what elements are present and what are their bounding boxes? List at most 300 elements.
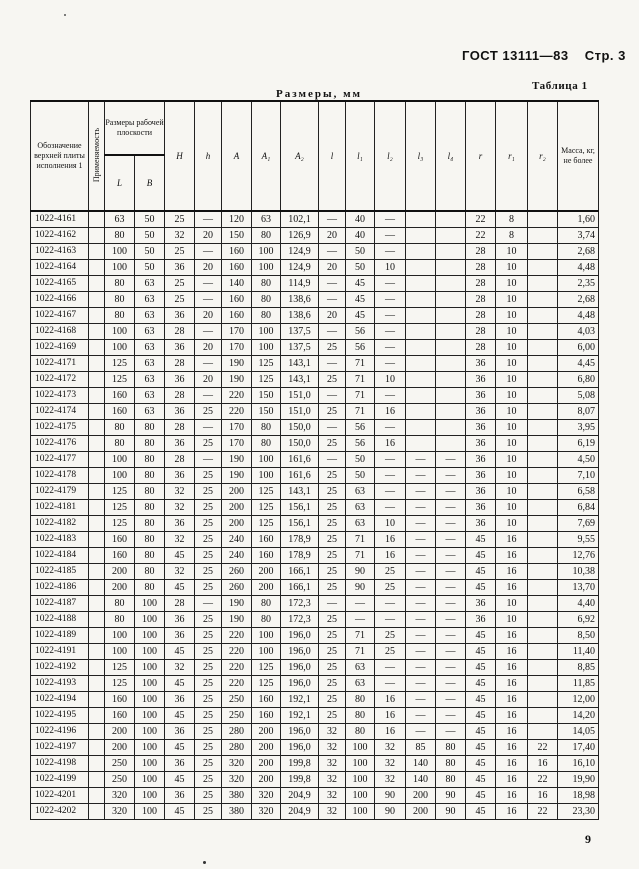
cell-H: 45 [165,708,195,724]
cell-A2: 204,9 [281,788,319,804]
page-label: Стр. 3 [584,48,626,63]
cell-l2: — [375,468,406,484]
cell-applicability [89,468,105,484]
cell-applicability [89,500,105,516]
cell-l: 25 [319,692,346,708]
speck [203,861,206,864]
cell-r1: 16 [496,532,528,548]
cell-L: 320 [105,804,135,820]
cell-r: 36 [466,516,496,532]
cell-A1: 150 [252,404,281,420]
cell-h: 25 [195,612,222,628]
cell-r: 28 [466,276,496,292]
cell-applicability [89,308,105,324]
cell-H: 36 [165,612,195,628]
cell-h: 25 [195,484,222,500]
col-l2: l₂ [375,101,406,211]
cell-l1: 40 [346,228,375,244]
table-row [31,804,599,820]
cell-l3: — [406,580,436,596]
cell-A: 250 [222,708,252,724]
table-body [31,211,599,820]
table-row [31,628,599,644]
cell-B: 100 [135,612,165,628]
cell-A2: 102,1 [281,211,319,228]
cell-applicability [89,644,105,660]
cell-l2: — [375,484,406,500]
cell-l2: — [375,596,406,612]
cell-h: — [195,244,222,260]
cell-designation: 1022-4198 [31,756,89,772]
cell-r2: 22 [528,772,558,788]
cell-L: 125 [105,500,135,516]
cell-designation: 1022-4189 [31,628,89,644]
cell-l1: 63 [346,676,375,692]
cell-l4 [436,211,466,228]
cell-A1: 80 [252,596,281,612]
cell-h: — [195,324,222,340]
cell-mass: 3,74 [558,228,599,244]
cell-applicability [89,564,105,580]
cell-designation: 1022-4162 [31,228,89,244]
cell-r1: 10 [496,420,528,436]
cell-r: 45 [466,548,496,564]
cell-H: 45 [165,644,195,660]
cell-A: 160 [222,308,252,324]
table-row [31,660,599,676]
cell-l3: — [406,564,436,580]
cell-designation: 1022-4182 [31,516,89,532]
cell-B: 80 [135,420,165,436]
cell-l4: — [436,484,466,500]
cell-h: 25 [195,468,222,484]
cell-l3 [406,420,436,436]
cell-l1: — [346,612,375,628]
cell-r1: 16 [496,676,528,692]
cell-l3: — [406,692,436,708]
cell-l: 25 [319,340,346,356]
cell-H: 36 [165,468,195,484]
cell-H: 45 [165,580,195,596]
cell-A2: 196,0 [281,660,319,676]
cell-l: — [319,324,346,340]
cell-r1: 16 [496,580,528,596]
cell-A1: 320 [252,788,281,804]
cell-designation: 1022-4161 [31,211,89,228]
cell-l4: — [436,468,466,484]
cell-r2 [528,436,558,452]
table-row [31,692,599,708]
cell-applicability [89,452,105,468]
cell-r2 [528,628,558,644]
cell-l: 25 [319,484,346,500]
cell-applicability [89,356,105,372]
cell-l2: 90 [375,788,406,804]
cell-l3: — [406,644,436,660]
cell-mass: 4,48 [558,260,599,276]
cell-B: 100 [135,724,165,740]
cell-A1: 125 [252,356,281,372]
cell-l1: 80 [346,724,375,740]
cell-h: — [195,276,222,292]
cell-l: 20 [319,260,346,276]
cell-r: 45 [466,724,496,740]
cell-l1: 71 [346,372,375,388]
cell-l2: 16 [375,708,406,724]
cell-l2: 32 [375,756,406,772]
cell-r: 36 [466,372,496,388]
cell-l: 25 [319,548,346,564]
table-row [31,308,599,324]
cell-l1: 71 [346,532,375,548]
cell-l1: 100 [346,772,375,788]
cell-L: 160 [105,388,135,404]
cell-l4: — [436,532,466,548]
cell-A1: 80 [252,228,281,244]
table-row [31,244,599,260]
cell-A1: 100 [252,468,281,484]
cell-l3: — [406,612,436,628]
cell-mass: 18,98 [558,788,599,804]
cell-l: 25 [319,372,346,388]
cell-applicability [89,404,105,420]
cell-mass: 14,20 [558,708,599,724]
cell-l2: 16 [375,436,406,452]
cell-r1: 10 [496,356,528,372]
cell-A2: 150,0 [281,436,319,452]
cell-r1: 16 [496,660,528,676]
cell-A2: 199,8 [281,756,319,772]
cell-mass: 6,80 [558,372,599,388]
cell-h: 25 [195,628,222,644]
cell-B: 100 [135,660,165,676]
cell-A2: 156,1 [281,516,319,532]
table-row [31,211,599,228]
col-designation: Обозначение верхней плиты исполнения 1 [31,101,89,211]
cell-B: 100 [135,740,165,756]
cell-A2: 143,1 [281,372,319,388]
cell-r: 45 [466,580,496,596]
cell-B: 63 [135,388,165,404]
cell-L: 80 [105,596,135,612]
cell-r: 36 [466,484,496,500]
cell-l: — [319,292,346,308]
cell-r2 [528,724,558,740]
cell-r2 [528,468,558,484]
cell-l3 [406,276,436,292]
cell-L: 80 [105,436,135,452]
table-title: Таблица 1 [532,80,588,92]
cell-L: 125 [105,372,135,388]
cell-H: 25 [165,292,195,308]
cell-r1: 10 [496,324,528,340]
cell-l3: — [406,724,436,740]
cell-r1: 10 [496,452,528,468]
cell-l3: — [406,468,436,484]
cell-r: 36 [466,612,496,628]
cell-A2: 114,9 [281,276,319,292]
table-row [31,564,599,580]
cell-L: 160 [105,404,135,420]
cell-A1: 200 [252,564,281,580]
cell-H: 28 [165,452,195,468]
cell-l: 32 [319,740,346,756]
cell-A2: 126,9 [281,228,319,244]
cell-A: 190 [222,372,252,388]
cell-H: 36 [165,724,195,740]
cell-A1: 160 [252,532,281,548]
cell-A1: 63 [252,211,281,228]
cell-H: 36 [165,372,195,388]
cell-l3: — [406,676,436,692]
cell-l: 20 [319,228,346,244]
cell-L: 125 [105,676,135,692]
cell-l2: 25 [375,644,406,660]
cell-h: 25 [195,644,222,660]
cell-H: 45 [165,740,195,756]
cell-A: 160 [222,244,252,260]
cell-l1: 50 [346,244,375,260]
cell-A: 190 [222,596,252,612]
cell-l1: 80 [346,692,375,708]
cell-h: 25 [195,804,222,820]
cell-designation: 1022-4171 [31,356,89,372]
cell-mass: 7,69 [558,516,599,532]
cell-r: 45 [466,756,496,772]
cell-A2: 172,3 [281,596,319,612]
cell-designation: 1022-4178 [31,468,89,484]
table-row [31,724,599,740]
dimensions-caption: Размеры, мм [276,88,363,100]
cell-l4: — [436,548,466,564]
col-L: L [105,155,135,211]
cell-l3 [406,356,436,372]
cell-l2: 10 [375,260,406,276]
cell-l: — [319,276,346,292]
table-row [31,452,599,468]
cell-H: 36 [165,788,195,804]
table-row [31,276,599,292]
cell-designation: 1022-4179 [31,484,89,500]
cell-r: 45 [466,532,496,548]
cell-B: 63 [135,276,165,292]
cell-A1: 100 [252,452,281,468]
cell-A2: 192,1 [281,692,319,708]
cell-A1: 80 [252,420,281,436]
cell-r1: 10 [496,596,528,612]
cell-L: 100 [105,324,135,340]
cell-A: 220 [222,404,252,420]
cell-l3 [406,436,436,452]
cell-mass: 4,40 [558,596,599,612]
cell-H: 45 [165,772,195,788]
cell-l4: — [436,644,466,660]
cell-A2: 137,5 [281,324,319,340]
cell-H: 36 [165,260,195,276]
cell-mass: 12,76 [558,548,599,564]
cell-mass: 9,55 [558,532,599,548]
cell-applicability [89,692,105,708]
cell-B: 63 [135,324,165,340]
cell-h: 25 [195,692,222,708]
cell-mass: 6,19 [558,436,599,452]
cell-L: 160 [105,708,135,724]
cell-r2 [528,516,558,532]
cell-h: — [195,596,222,612]
cell-applicability [89,211,105,228]
col-working-plane: Размеры рабочей плоскости [105,101,165,155]
cell-mass: 11,40 [558,644,599,660]
col-r2: r₂ [528,101,558,211]
cell-h: — [195,292,222,308]
cell-l4 [436,404,466,420]
cell-r1: 8 [496,211,528,228]
cell-r: 36 [466,356,496,372]
cell-B: 80 [135,532,165,548]
cell-designation: 1022-4199 [31,772,89,788]
cell-L: 160 [105,532,135,548]
cell-designation: 1022-4164 [31,260,89,276]
cell-r1: 10 [496,276,528,292]
cell-B: 100 [135,708,165,724]
cell-A2: 137,5 [281,340,319,356]
cell-h: 25 [195,756,222,772]
cell-r: 45 [466,676,496,692]
cell-l4: 80 [436,772,466,788]
cell-l2: 16 [375,692,406,708]
cell-r2 [528,612,558,628]
cell-l4 [436,340,466,356]
cell-l1: 100 [346,756,375,772]
cell-l2: 90 [375,804,406,820]
cell-A1: 150 [252,388,281,404]
cell-l4: 80 [436,756,466,772]
cell-mass: 2,35 [558,276,599,292]
cell-mass: 4,03 [558,324,599,340]
cell-B: 100 [135,772,165,788]
cell-B: 63 [135,356,165,372]
cell-l1: 45 [346,292,375,308]
cell-designation: 1022-4201 [31,788,89,804]
cell-r2: 22 [528,804,558,820]
cell-r2 [528,532,558,548]
cell-A: 380 [222,804,252,820]
cell-l1: 71 [346,644,375,660]
cell-applicability [89,596,105,612]
cell-l3 [406,292,436,308]
cell-l2: — [375,324,406,340]
cell-H: 36 [165,756,195,772]
cell-A: 170 [222,340,252,356]
cell-h: 20 [195,340,222,356]
cell-mass: 6,84 [558,500,599,516]
cell-A: 190 [222,452,252,468]
cell-r2 [528,388,558,404]
cell-l3: — [406,484,436,500]
cell-l3: — [406,596,436,612]
cell-r2 [528,420,558,436]
col-l: l [319,101,346,211]
cell-l: 25 [319,612,346,628]
cell-L: 100 [105,628,135,644]
cell-l2: 25 [375,580,406,596]
cell-l1: 63 [346,500,375,516]
cell-A: 200 [222,500,252,516]
cell-A: 120 [222,211,252,228]
cell-A2: 196,0 [281,644,319,660]
cell-l2: 10 [375,516,406,532]
cell-r: 45 [466,628,496,644]
cell-l4 [436,260,466,276]
cell-l: — [319,244,346,260]
cell-l4 [436,324,466,340]
cell-designation: 1022-4176 [31,436,89,452]
cell-A: 220 [222,388,252,404]
cell-l3 [406,404,436,420]
cell-applicability [89,708,105,724]
table-row [31,420,599,436]
cell-A1: 160 [252,548,281,564]
table-row [31,612,599,628]
cell-B: 100 [135,676,165,692]
cell-A: 220 [222,660,252,676]
cell-applicability [89,580,105,596]
cell-r1: 10 [496,500,528,516]
cell-applicability [89,804,105,820]
cell-l: — [319,211,346,228]
cell-applicability [89,548,105,564]
cell-L: 100 [105,468,135,484]
cell-A2: 196,0 [281,676,319,692]
cell-h: 25 [195,436,222,452]
cell-r1: 10 [496,244,528,260]
cell-r: 45 [466,644,496,660]
cell-B: 100 [135,596,165,612]
cell-designation: 1022-4168 [31,324,89,340]
cell-l2: — [375,452,406,468]
cell-l4: 90 [436,804,466,820]
cell-mass: 16,10 [558,756,599,772]
cell-l3: — [406,452,436,468]
cell-applicability [89,292,105,308]
cell-L: 250 [105,772,135,788]
cell-l2: 32 [375,772,406,788]
cell-l: 25 [319,628,346,644]
cell-L: 160 [105,548,135,564]
col-H: H [165,101,195,211]
cell-A2: 151,0 [281,388,319,404]
table-row [31,260,599,276]
cell-A: 240 [222,548,252,564]
cell-applicability [89,372,105,388]
cell-H: 25 [165,211,195,228]
cell-l4 [436,228,466,244]
cell-B: 80 [135,484,165,500]
cell-h: 20 [195,260,222,276]
cell-h: 25 [195,404,222,420]
col-A: A [222,101,252,211]
cell-mass: 13,70 [558,580,599,596]
cell-A1: 100 [252,324,281,340]
cell-l4: — [436,516,466,532]
cell-l3 [406,308,436,324]
cell-r: 45 [466,564,496,580]
col-r1: r₁ [496,101,528,211]
cell-A1: 125 [252,372,281,388]
cell-l2: 25 [375,628,406,644]
cell-designation: 1022-4174 [31,404,89,420]
cell-r1: 10 [496,612,528,628]
